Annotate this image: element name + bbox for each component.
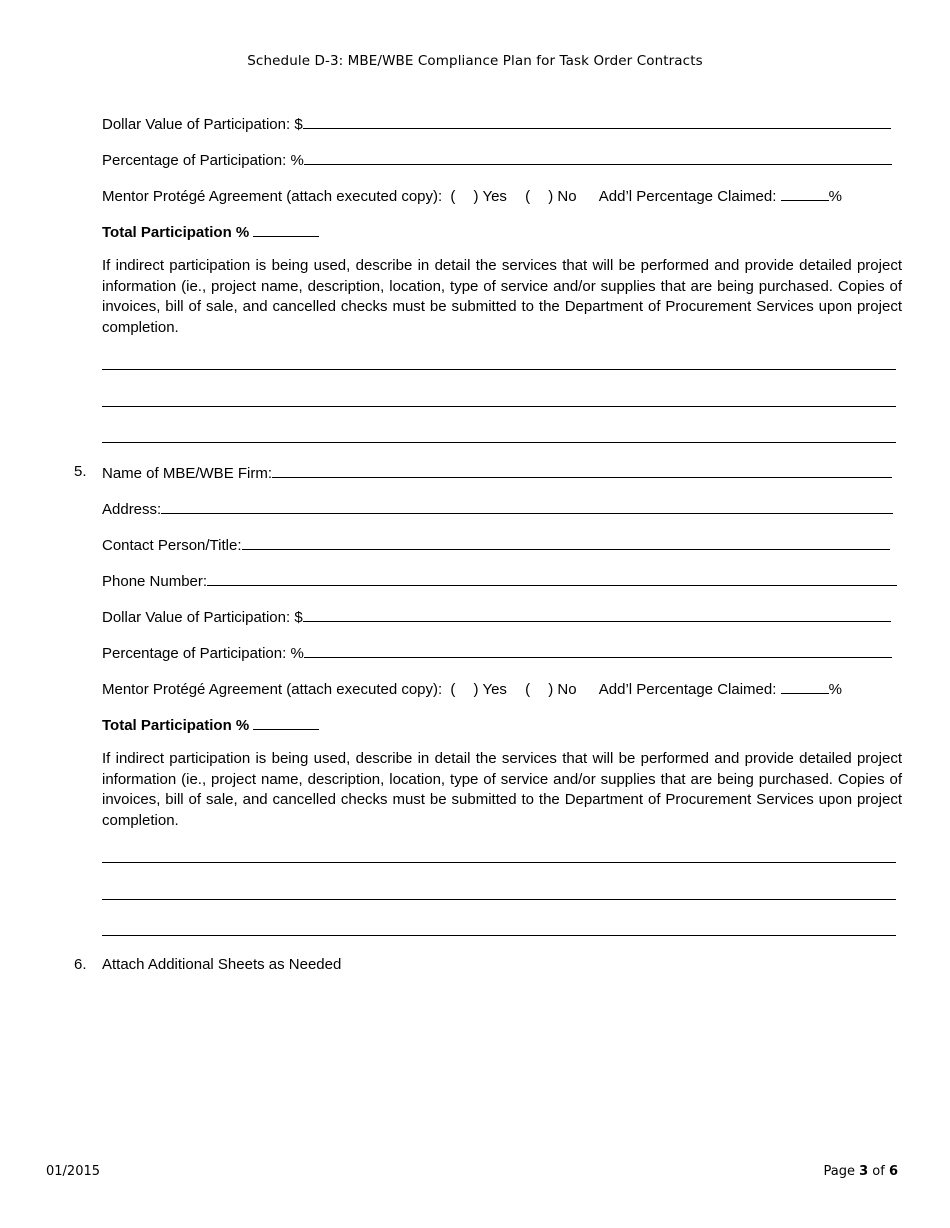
phone-label: Phone Number: (102, 573, 208, 590)
percentage-label-5: Percentage of Participation: % (102, 645, 304, 662)
firm-name-label: Name of MBE/WBE Firm: (102, 465, 273, 482)
address-field[interactable] (161, 498, 893, 514)
dollar-value-label-5: Dollar Value of Participation: $ (102, 609, 303, 626)
percentage-row (102, 149, 892, 171)
indirect-description-line-5-3[interactable] (102, 935, 896, 936)
mentor-protege-label-5: Mentor Protégé Agreement (attach executed copy): (102, 681, 443, 698)
dollar-value-label: Dollar Value of Participation: $ (102, 116, 303, 133)
page-total: 6 (888, 1164, 898, 1179)
percentage-label: Percentage of Participation: % (102, 152, 304, 169)
firm-name-field[interactable] (272, 462, 892, 478)
mentor-protege-row (102, 185, 842, 207)
phone-field[interactable] (207, 570, 897, 586)
dollar-value-row (102, 113, 891, 135)
total-participation-row (102, 221, 319, 243)
phone-row (102, 570, 897, 592)
mentor-protege-row-5 (102, 678, 842, 700)
footer-date: 01/2015 (46, 1164, 101, 1179)
address-label: Address: (102, 501, 162, 518)
addl-percentage-label-5: Add’l Percentage Claimed: (598, 681, 777, 698)
indirect-participation-text-5: If indirect participation is being used, describe in detail the services that will be performed and provide detailed project information (ie., project name, description, location, type of service and/or supplies that are being purchased. Copies of invoices, bill of sale, and cancelled checks must be submitted to the Department of Procurement Services upon project completion. (102, 750, 902, 829)
page-current: 3 (859, 1164, 869, 1179)
dollar-value-row-5 (102, 606, 891, 628)
total-participation-label-5: Total Participation % (102, 717, 250, 734)
mentor-no-open: ( (525, 188, 531, 205)
firm-name-row (102, 462, 892, 484)
footer-page-number (823, 1164, 898, 1179)
mentor-no-label: ) No (548, 188, 577, 205)
mentor-yes-label-5: ) Yes (473, 681, 507, 698)
mentor-no-label-5: ) No (548, 681, 577, 698)
contact-label: Contact Person/Title: (102, 537, 242, 554)
page-prefix: Page (823, 1164, 855, 1179)
mentor-protege-label: Mentor Protégé Agreement (attach executed copy): (102, 188, 443, 205)
percentage-field-5[interactable] (304, 642, 892, 658)
contact-row (102, 534, 890, 556)
percentage-row-5 (102, 642, 892, 664)
indirect-description-line-3[interactable] (102, 442, 896, 443)
indirect-description-line-5-2[interactable] (102, 899, 896, 900)
contact-field[interactable] (242, 534, 890, 550)
dollar-value-field[interactable] (303, 113, 891, 129)
addl-percentage-field-5[interactable] (781, 678, 829, 694)
page-of: of (872, 1164, 885, 1179)
total-participation-field-5[interactable] (253, 714, 319, 730)
attach-sheets-text: Attach Additional Sheets as Needed (102, 956, 342, 973)
addl-percentage-suffix-5: % (828, 681, 842, 698)
total-participation-label: Total Participation % (102, 224, 250, 241)
total-participation-row-5 (102, 714, 319, 736)
indirect-description-line-1[interactable] (102, 369, 896, 370)
mentor-yes-open: ( (450, 188, 456, 205)
indirect-participation-text: If indirect participation is being used, describe in detail the services that will be performed and provide detailed project information (ie., project name, description, location, type of service and/or supplies that are being purchased. Copies of invoices, bill of sale, and cancelled checks must be submitted to the Department of Procurement Services upon project completion. (102, 257, 902, 336)
mentor-yes-label: ) Yes (473, 188, 507, 205)
indirect-description-line-5-1[interactable] (102, 862, 896, 863)
addl-percentage-label: Add’l Percentage Claimed: (598, 188, 777, 205)
indirect-description-line-2[interactable] (102, 406, 896, 407)
percentage-field[interactable] (304, 149, 892, 165)
addl-percentage-suffix: % (828, 188, 842, 205)
mentor-no-open-5: ( (525, 681, 531, 698)
address-row (102, 498, 893, 520)
dollar-value-field-5[interactable] (303, 606, 891, 622)
item-5-number: 5. (74, 463, 87, 480)
item-6-number: 6. (74, 956, 87, 973)
addl-percentage-field[interactable] (781, 185, 829, 201)
total-participation-field[interactable] (253, 221, 319, 237)
page-header-title: Schedule D-3: MBE/WBE Compliance Plan for Task Order Contracts (247, 53, 703, 69)
mentor-yes-open-5: ( (450, 681, 456, 698)
